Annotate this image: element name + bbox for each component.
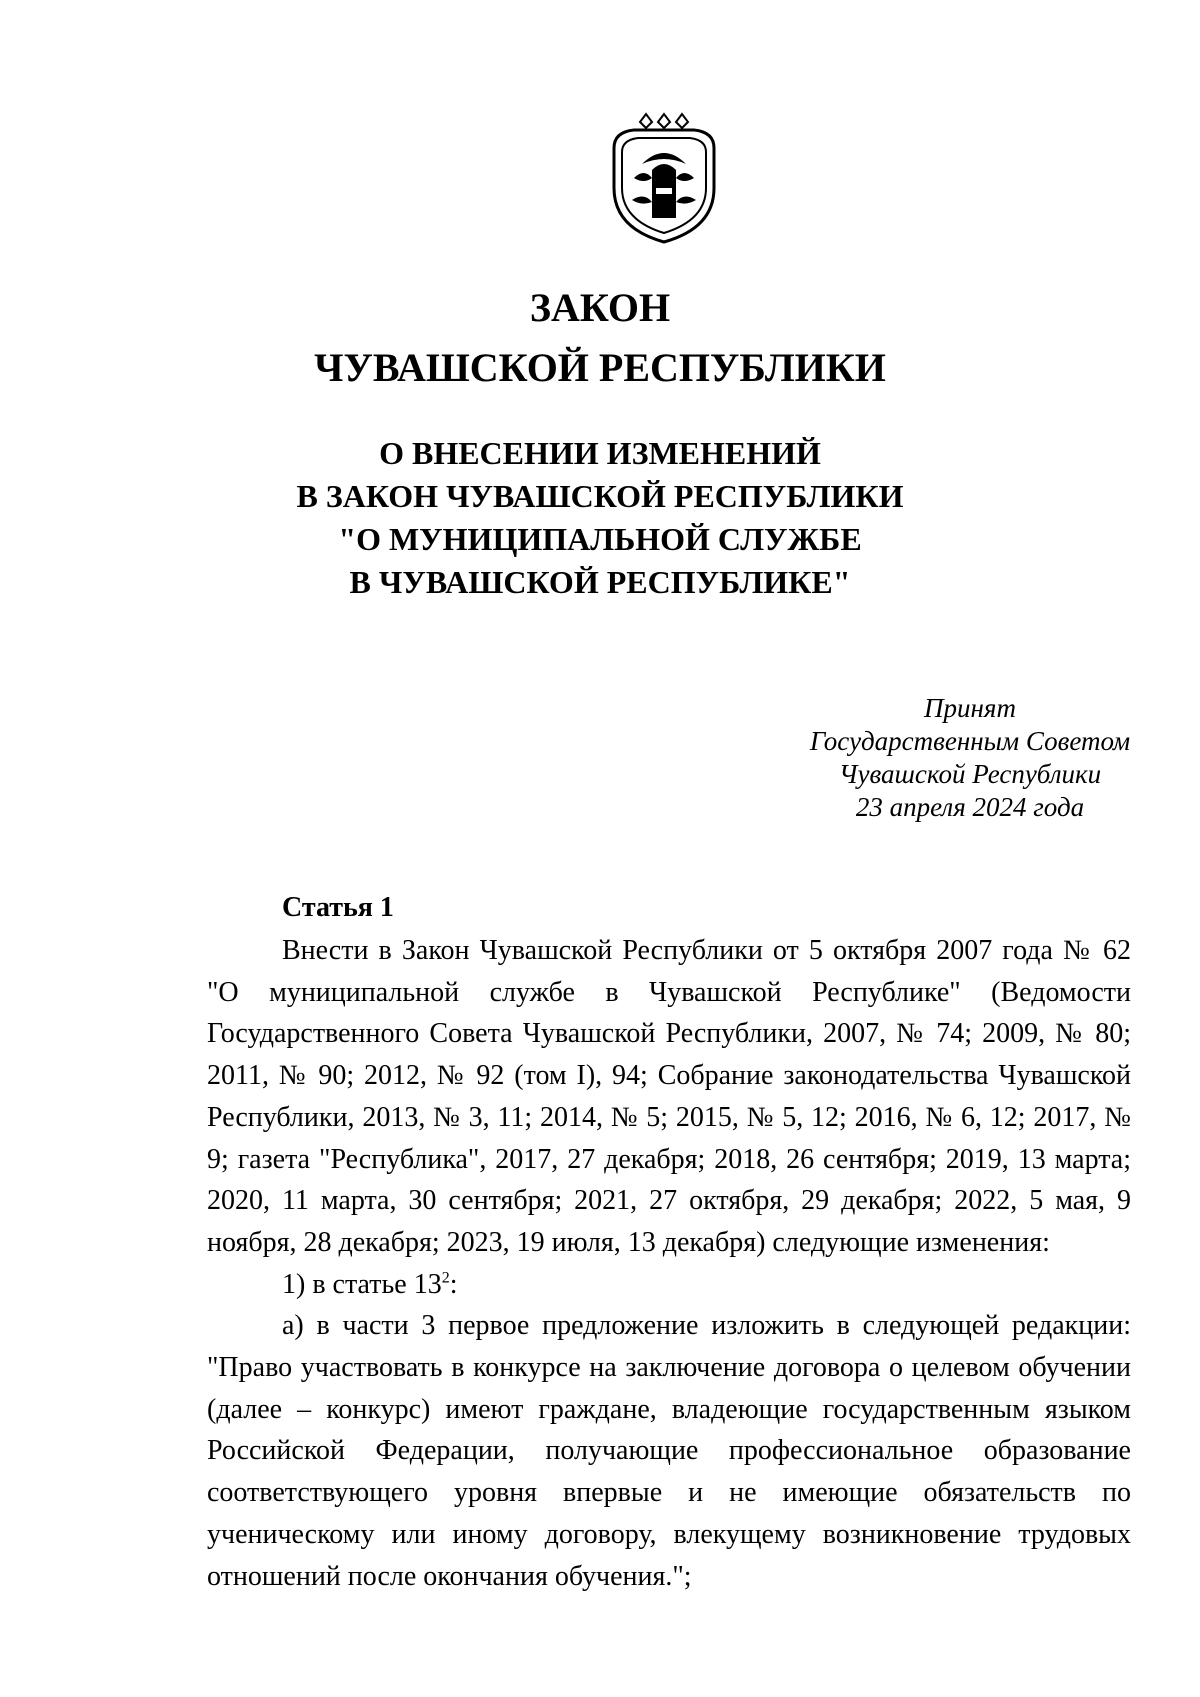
item1-superscript: 2 — [441, 1269, 450, 1287]
subject-line: В ЗАКОН ЧУВАШСКОЙ РЕСПУБЛИКИ — [296, 478, 904, 514]
article-paragraph: Внести в Закон Чувашской Республики от 5 октября 2007 года № 62 "О муниципальной службе в Чувашской Республике" (Ведомости Государственного Совета Чувашской Республики, 2007, № 74; 2009, № 80; 2011, № 90; 2012, № 92 (том I), 94; Собрание законодательства Чувашской Республики, 2013, № 3, 11; 2014, № 5; 2015, № 5, 12; 2016, № 6, 12; 2017, № 9; газета "Республика", 2017, 27 декабря; 2018, 26 сентября; 2019, 13 марта; 2020, 11 марта, 30 сентября; 2021, 27 октября, 29 декабря; 2022, 5 мая, 9 ноября, 28 декабря; 2023, 19 июля, 13 декабря) следующие изменения: — [207, 935, 1131, 1258]
subject-line: О ВНЕСЕНИИ ИЗМЕНЕНИЙ — [379, 435, 821, 471]
law-title-line1: ЗАКОН — [529, 285, 671, 330]
law-title-line2: ЧУВАШСКОЙ РЕСПУБЛИКИ — [314, 345, 886, 390]
law-title — [0, 278, 1200, 398]
article-item-1 — [207, 1264, 1131, 1306]
adoption-line: Государственным Советом — [809, 726, 1131, 756]
article-body — [207, 930, 1131, 1597]
article-item-a: а) в части 3 первое предложение изложить в следующей редакции: "Право участвовать в конкурсе на заключение договора о целевом обучении (далее – конкурс) имеют граждане, владеющие государственным языком Российской Федерации, получающие профессиональное образование соответствующего уровня впервые и не имеющие обязательств по ученическому или иному договору, влекущему возникновение трудовых отношений после окончания обучения."; — [207, 1310, 1131, 1592]
chuvash-republic-emblem-icon — [604, 108, 724, 248]
subject-line: В ЧУВАШСКОЙ РЕСПУБЛИКЕ" — [349, 564, 851, 600]
adoption-date: 23 апреля 2024 года — [855, 792, 1085, 822]
adoption-line: Чувашской Республики — [838, 759, 1102, 789]
item1-prefix: 1) в статье 13 — [282, 1268, 442, 1300]
law-subject — [0, 432, 1200, 604]
adoption-line: Принят — [924, 693, 1016, 723]
adoption-note — [790, 692, 1150, 824]
item1-suffix: : — [449, 1268, 458, 1300]
subject-line: "О МУНИЦИПАЛЬНОЙ СЛУЖБЕ — [338, 521, 862, 557]
article-title: Статья 1 — [282, 892, 394, 923]
